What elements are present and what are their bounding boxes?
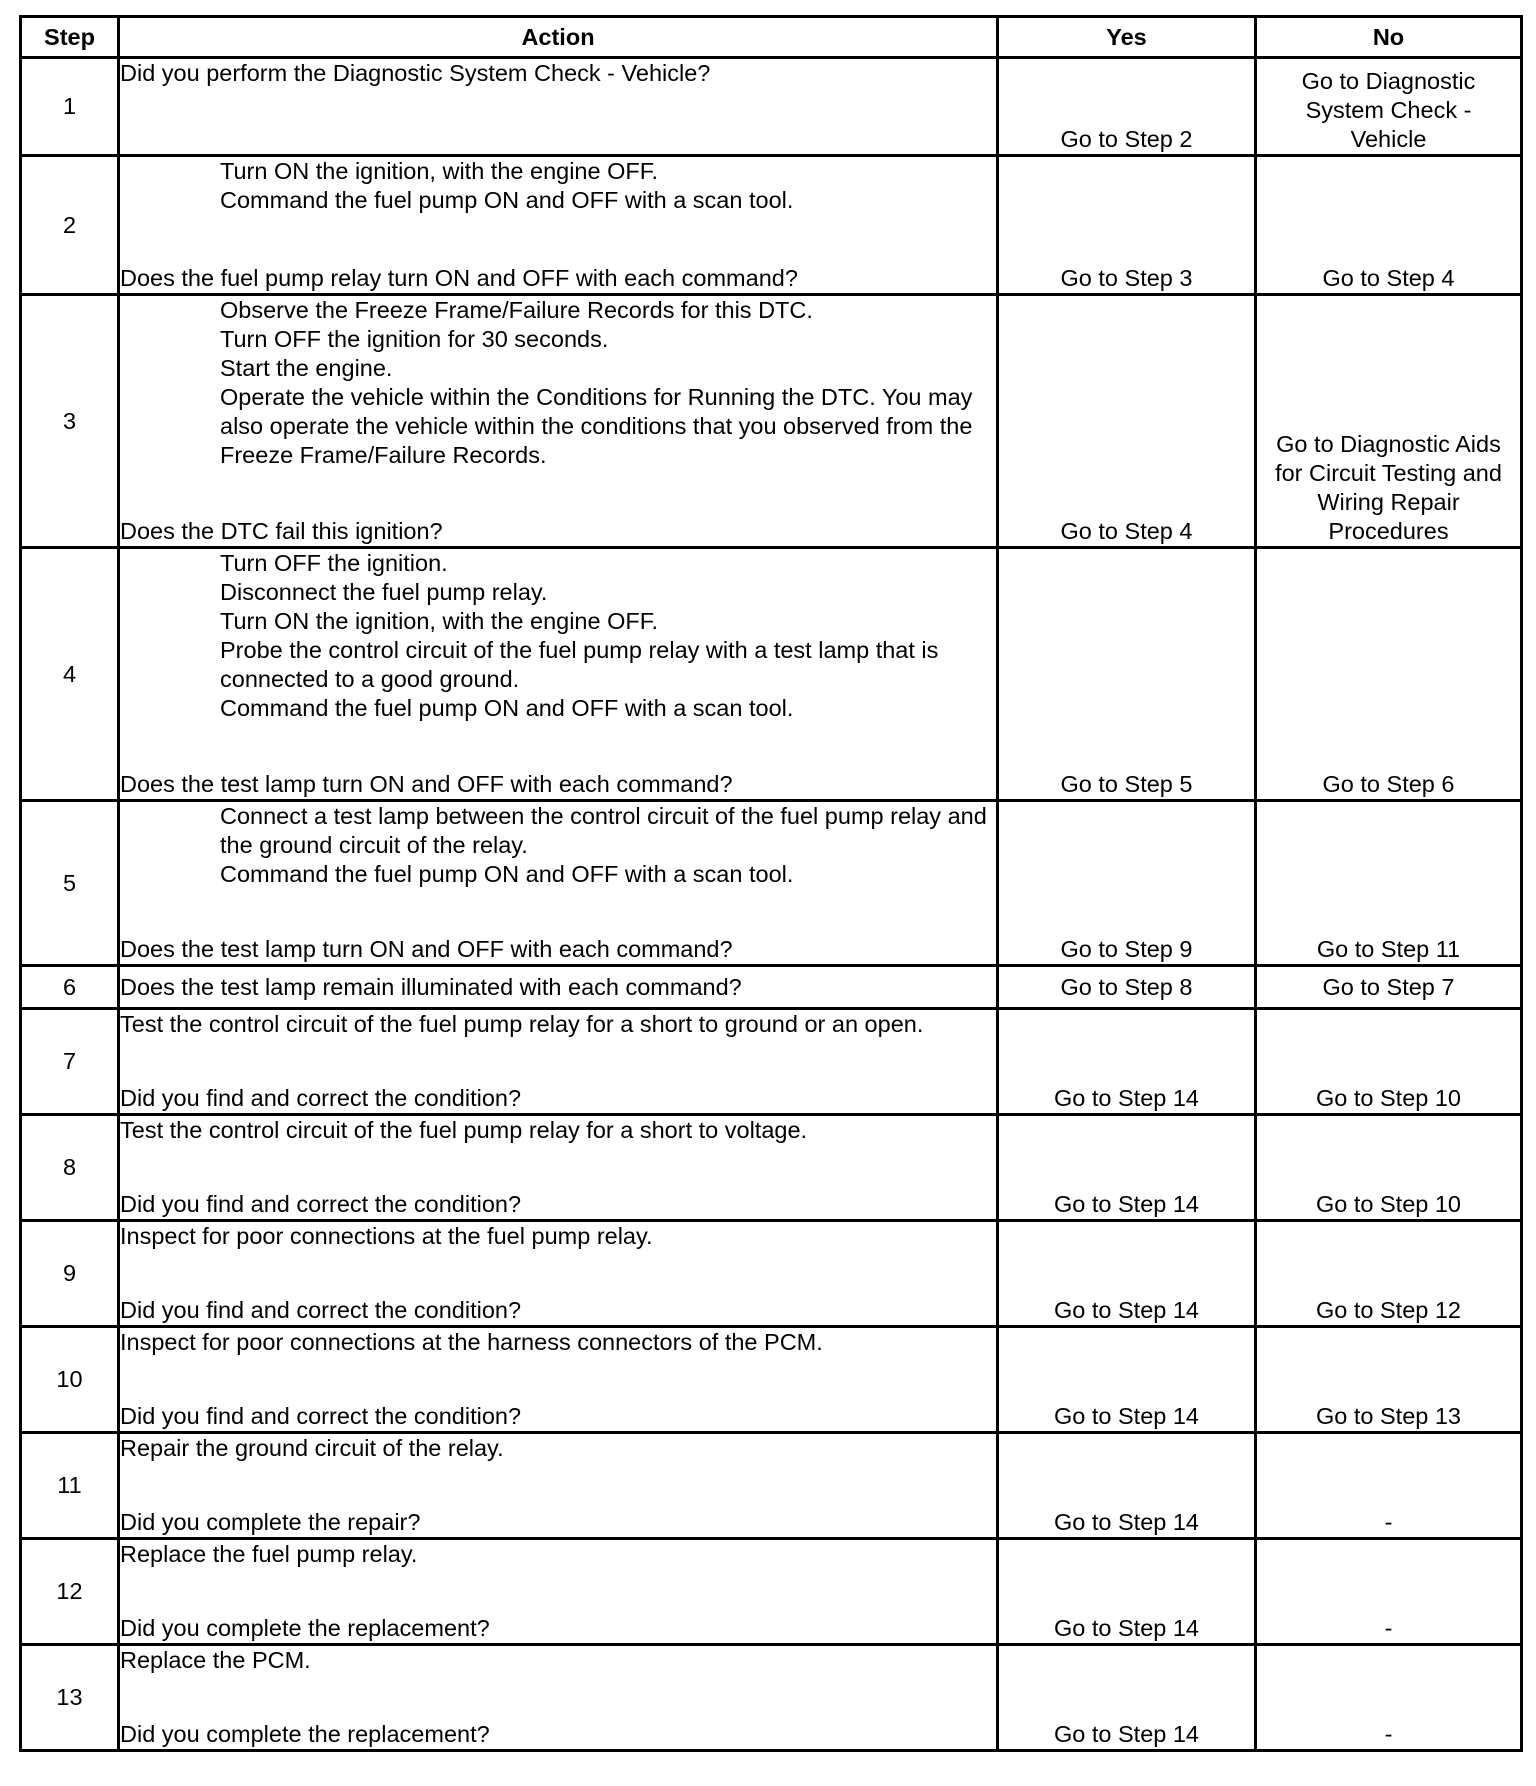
no-cell: Go to Step 7 <box>1256 966 1522 1009</box>
yes-cell: Go to Step 14 <box>998 1327 1256 1433</box>
table-row <box>21 1009 1522 1115</box>
step-number: 12 <box>21 1539 119 1645</box>
action-text: Did you perform the Diagnostic System Check - Vehicle? <box>120 60 711 86</box>
no-cell <box>1256 295 1522 548</box>
action-cell <box>119 1115 998 1221</box>
yes-cell: Go to Step 4 <box>998 295 1256 548</box>
action-cell <box>119 58 998 156</box>
step-number: 6 <box>21 966 119 1009</box>
instruction-list <box>120 296 996 470</box>
no-text-line: Wiring Repair <box>1317 489 1460 515</box>
no-text-line: System Check - <box>1305 97 1472 123</box>
yes-cell: Go to Step 8 <box>998 966 1256 1009</box>
action-cell <box>119 1539 998 1645</box>
yes-cell: Go to Step 14 <box>998 1645 1256 1751</box>
table-row <box>21 1221 1522 1327</box>
question-text: Did you complete the repair? <box>120 1509 421 1535</box>
no-text-line: Go to Diagnostic Aids <box>1276 431 1501 457</box>
yes-cell: Go to Step 14 <box>998 1115 1256 1221</box>
table-row <box>21 1645 1522 1751</box>
action-text: Repair the ground circuit of the relay. <box>120 1435 504 1461</box>
step-number: 5 <box>21 801 119 966</box>
instruction: Probe the control circuit of the fuel pump relay with a test lamp that is connected to a good ground. <box>220 637 939 692</box>
instruction: Start the engine. <box>220 355 393 381</box>
instruction-list <box>120 549 996 723</box>
no-cell: Go to Step 10 <box>1256 1009 1522 1115</box>
yes-cell: Go to Step 14 <box>998 1009 1256 1115</box>
action-text: Does the test lamp remain illuminated with each command? <box>120 973 742 1000</box>
table-row <box>21 1115 1522 1221</box>
question-text: Does the fuel pump relay turn ON and OFF with each command? <box>120 265 798 291</box>
question-text: Does the test lamp turn ON and OFF with each command? <box>120 936 733 962</box>
instruction: Operate the vehicle within the Conditions for Running the DTC. You may also operate the vehicle within the conditions that you observed from the Freeze Frame/Failure Records. <box>220 384 973 468</box>
yes-cell: Go to Step 5 <box>998 548 1256 801</box>
question-text: Did you find and correct the condition? <box>120 1297 522 1323</box>
header-row <box>21 17 1522 58</box>
no-cell: Go to Step 10 <box>1256 1115 1522 1221</box>
instruction: Turn ON the ignition, with the engine OFF. <box>220 608 659 634</box>
no-cell: - <box>1256 1539 1522 1645</box>
action-text: Replace the PCM. <box>120 1647 311 1673</box>
action-cell <box>119 1645 998 1751</box>
question-text: Did you find and correct the condition? <box>120 1403 522 1429</box>
question-text: Did you complete the replacement? <box>120 1615 490 1641</box>
question-text: Does the DTC fail this ignition? <box>120 518 443 544</box>
step-number: 7 <box>21 1009 119 1115</box>
no-text-line: Go to Diagnostic <box>1301 68 1476 94</box>
question-text: Did you find and correct the condition? <box>120 1191 522 1217</box>
yes-cell: Go to Step 14 <box>998 1539 1256 1645</box>
action-cell <box>119 1433 998 1539</box>
question-text: Did you complete the replacement? <box>120 1721 490 1747</box>
table-row <box>21 58 1522 156</box>
no-cell: Go to Step 6 <box>1256 548 1522 801</box>
step-number: 3 <box>21 295 119 548</box>
table-row <box>21 966 1522 1009</box>
instruction: Disconnect the fuel pump relay. <box>220 579 548 605</box>
action-text: Replace the fuel pump relay. <box>120 1541 418 1567</box>
instruction: Connect a test lamp between the control circuit of the fuel pump relay and the ground circuit of the relay. <box>220 803 987 858</box>
instruction-list <box>120 157 996 215</box>
no-text-line: Procedures <box>1328 518 1449 544</box>
yes-cell: Go to Step 9 <box>998 801 1256 966</box>
header-no: No <box>1256 17 1522 58</box>
diagnostic-table <box>19 15 1523 1752</box>
action-cell <box>119 1009 998 1115</box>
no-cell: Go to Step 13 <box>1256 1327 1522 1433</box>
question-text: Did you find and correct the condition? <box>120 1085 522 1111</box>
step-number: 2 <box>21 156 119 295</box>
header-action: Action <box>119 17 998 58</box>
step-number: 13 <box>21 1645 119 1751</box>
table-row <box>21 295 1522 548</box>
step-number: 1 <box>21 58 119 156</box>
yes-cell: Go to Step 14 <box>998 1221 1256 1327</box>
table-row <box>21 1433 1522 1539</box>
step-number: 10 <box>21 1327 119 1433</box>
action-text: Test the control circuit of the fuel pump relay for a short to voltage. <box>120 1117 808 1143</box>
instruction: Turn ON the ignition, with the engine OFF. <box>220 158 659 184</box>
instruction: Observe the Freeze Frame/Failure Records for this DTC. <box>220 297 813 323</box>
action-cell <box>119 966 998 1009</box>
yes-cell: Go to Step 3 <box>998 156 1256 295</box>
yes-cell: Go to Step 14 <box>998 1433 1256 1539</box>
action-cell <box>119 548 998 801</box>
action-text: Inspect for poor connections at the fuel pump relay. <box>120 1223 653 1249</box>
no-text-line: Vehicle <box>1350 126 1427 152</box>
action-cell <box>119 1221 998 1327</box>
instruction: Turn OFF the ignition for 30 seconds. <box>220 326 609 352</box>
action-cell <box>119 1327 998 1433</box>
header-step: Step <box>21 17 119 58</box>
no-text-line: for Circuit Testing and <box>1275 460 1502 486</box>
table-row <box>21 801 1522 966</box>
no-cell: - <box>1256 1433 1522 1539</box>
instruction-list <box>120 802 996 889</box>
action-cell <box>119 295 998 548</box>
no-cell <box>1256 58 1522 156</box>
step-number: 8 <box>21 1115 119 1221</box>
table-row <box>21 548 1522 801</box>
no-cell: Go to Step 4 <box>1256 156 1522 295</box>
header-yes: Yes <box>998 17 1256 58</box>
action-cell <box>119 801 998 966</box>
instruction: Turn OFF the ignition. <box>220 550 448 576</box>
step-number: 11 <box>21 1433 119 1539</box>
step-number: 4 <box>21 548 119 801</box>
no-cell: - <box>1256 1645 1522 1751</box>
instruction: Command the fuel pump ON and OFF with a scan tool. <box>220 861 794 887</box>
question-text: Does the test lamp turn ON and OFF with each command? <box>120 771 733 797</box>
no-cell: Go to Step 11 <box>1256 801 1522 966</box>
table-row <box>21 1327 1522 1433</box>
instruction: Command the fuel pump ON and OFF with a scan tool. <box>220 695 794 721</box>
action-text: Test the control circuit of the fuel pump relay for a short to ground or an open. <box>120 1011 924 1037</box>
action-cell <box>119 156 998 295</box>
action-text: Inspect for poor connections at the harness connectors of the PCM. <box>120 1329 823 1355</box>
no-cell: Go to Step 12 <box>1256 1221 1522 1327</box>
table-row <box>21 1539 1522 1645</box>
yes-cell: Go to Step 2 <box>998 58 1256 156</box>
instruction: Command the fuel pump ON and OFF with a scan tool. <box>220 187 794 213</box>
table-row <box>21 156 1522 295</box>
step-number: 9 <box>21 1221 119 1327</box>
